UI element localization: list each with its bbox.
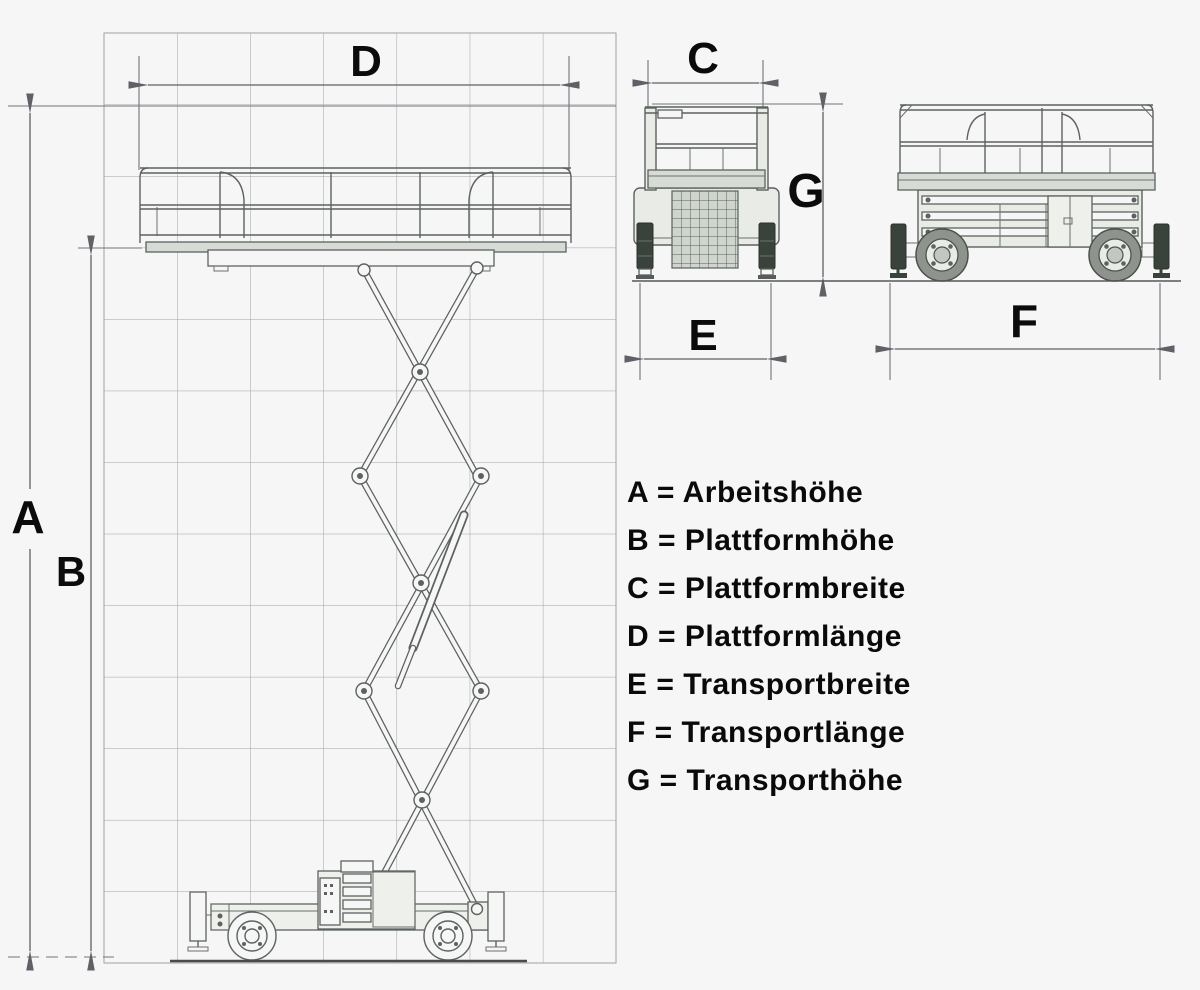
legend-item-g: G = Transporthöhe [627, 764, 904, 797]
dim-label-f: F [1009, 295, 1039, 347]
legend-item-a: A = Arbeitshöhe [627, 476, 864, 509]
dim-label-d: D [350, 37, 382, 86]
legend-item-f: F = Transportlänge [627, 716, 906, 749]
dim-label-g: G [787, 165, 825, 218]
legend-item-b: B = Plattformhöhe [627, 524, 895, 557]
legend [627, 469, 911, 805]
dim-label-e: E [688, 311, 718, 360]
legend-item-c: C = Plattformbreite [627, 572, 906, 605]
dim-label-c: C [687, 34, 719, 83]
front-cage [645, 107, 768, 190]
legend-item-e: E = Transportbreite [627, 668, 911, 701]
legend-item-d: D = Plattformlänge [627, 620, 902, 653]
engine-box [318, 861, 415, 929]
folded-scissor-stack [672, 191, 738, 268]
transport-cage [898, 105, 1155, 190]
dim-label-b: B [55, 548, 87, 595]
front-view [634, 60, 843, 380]
dim-label-a: A [11, 491, 45, 543]
